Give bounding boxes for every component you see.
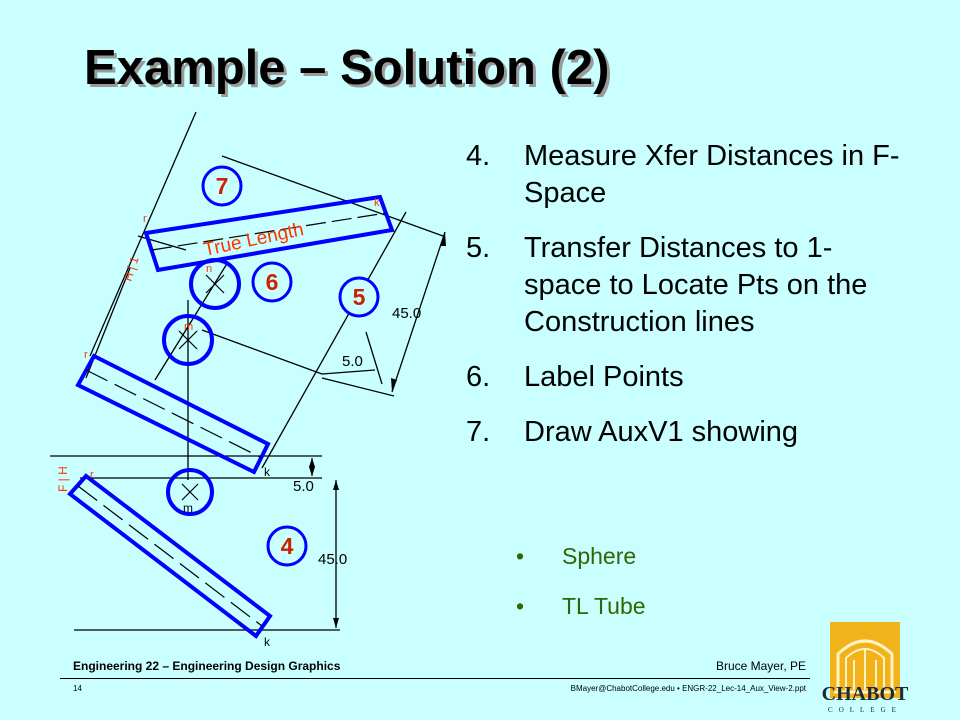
page-number: 14 (73, 684, 82, 693)
footer-author: Bruce Mayer, PE (715, 659, 806, 673)
dimension-line-5-upper (366, 332, 382, 384)
marker-6-label: 6 (265, 269, 279, 295)
step-text: Label Points (524, 361, 684, 393)
arrowhead (309, 458, 315, 467)
arrowhead (309, 467, 315, 476)
sub-item-text: TL Tube (562, 593, 646, 619)
point-label-m-upper: m (184, 321, 194, 333)
fold-label-h1: H | 1 (120, 254, 142, 283)
step-number: 7. (466, 416, 491, 448)
sub-item (516, 592, 646, 620)
tube-centerline (86, 370, 262, 458)
sub-item (516, 542, 646, 570)
construction-line (202, 330, 322, 374)
arrowhead (333, 480, 339, 490)
slide-title: Example – Solution (2) (84, 41, 610, 95)
dimension-extension (322, 370, 375, 374)
footer-course: Engineering 22 – Engineering Design Graphics (73, 659, 341, 673)
arrowhead (333, 618, 339, 628)
step-text: Draw AuxV1 showing (524, 416, 799, 448)
step-number: 4. (466, 140, 491, 172)
dim-5-upper: 5.0 (342, 353, 363, 370)
point-label-k-lower: k (264, 465, 270, 479)
point-label-r2: r (143, 213, 147, 225)
dimension-extension (322, 378, 394, 396)
step-number: 5. (466, 232, 491, 264)
arrowhead (391, 378, 397, 392)
logo-subtitle: COLLEGE (828, 706, 902, 714)
step-number: 6. (466, 361, 491, 393)
point-label-r-upper: r (84, 349, 88, 361)
bullet-icon: • (516, 543, 525, 569)
arrowhead (440, 232, 446, 246)
point-label-k-upper: k (374, 197, 380, 209)
dim-45-lower: 45.0 (318, 551, 348, 568)
sub-item-text: Sphere (562, 543, 637, 569)
step-item (466, 359, 906, 396)
dim-5-lower: 5.0 (293, 478, 314, 495)
true-length-label: True Length (201, 219, 306, 261)
point-label-m-lower: m (183, 501, 193, 515)
footer-file: BMayer@ChabotCollege.edu • ENGR-22_Lec-14_Aux_View-2.ppt (570, 684, 806, 693)
marker-4-label: 4 (280, 533, 294, 559)
fold-label-fh: F | H (56, 466, 70, 492)
sub-list (516, 542, 646, 642)
step-list (466, 138, 906, 469)
step-text: Measure Xfer Distances in F-Space (524, 140, 900, 209)
construction-line (222, 156, 443, 236)
dim-45-upper: 45.0 (392, 305, 422, 322)
step-item (466, 138, 906, 212)
step-item (466, 414, 906, 451)
tube-centerline (78, 486, 262, 626)
marker-7-label: 7 (215, 173, 229, 199)
footer-divider (60, 678, 810, 679)
bullet-icon: • (516, 593, 525, 619)
point-label-n-upper: n (206, 263, 213, 275)
logo-wordmark: CHABOT (821, 683, 909, 705)
step-text: Transfer Distances to 1-space to Locate Pts on the Construction lines (524, 232, 868, 338)
marker-5-label: 5 (352, 284, 366, 310)
step-item (466, 230, 906, 341)
point-label-k-bottom: k (264, 635, 270, 649)
point-label-r-lower: r (90, 469, 94, 481)
